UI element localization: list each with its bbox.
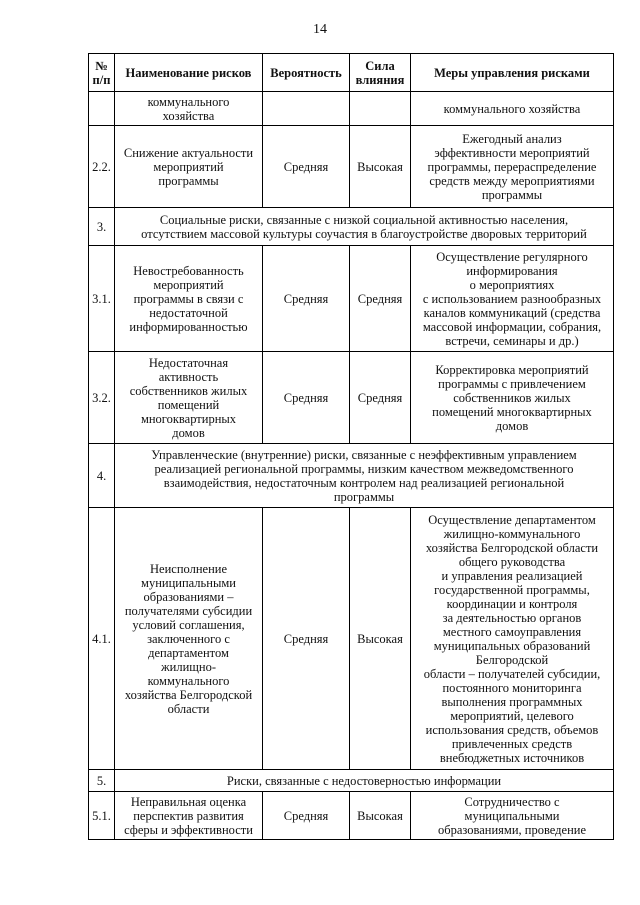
impact: Средняя [350, 352, 411, 444]
risk-management-table [88, 53, 614, 840]
measures: Ежегодный анализ эффективности мероприятий программы, перераспределение средств между мероприятиями программы [411, 126, 614, 208]
risk-name: коммунального хозяйства [115, 92, 263, 126]
measures: Корректировка мероприятий программы с привлечением собственников жилых помещений многоквартирных домов [411, 352, 614, 444]
row-num: 3. [89, 208, 115, 246]
header-num: № п/п [89, 54, 115, 92]
row-num: 4. [89, 444, 115, 508]
header-measures: Меры управления рисками [411, 54, 614, 92]
table-row [89, 92, 614, 126]
table-row [89, 508, 614, 770]
row-num: 2.2. [89, 126, 115, 208]
probability: Средняя [263, 508, 350, 770]
section-title: Социальные риски, связанные с низкой социальной активностью населения, отсутствием массовой культуры соучастия в благоустройстве дворовых территорий [115, 208, 614, 246]
probability [263, 92, 350, 126]
section-title: Риски, связанные с недостоверностью информации [115, 770, 614, 792]
section-title: Управленческие (внутренние) риски, связанные с неэффективным управлением реализацией региональной программы, низким качеством межведомственного взаимодействия, недостаточным контролем над реализацией региональной программы [115, 444, 614, 508]
risk-name: Недостаточная активность собственников жилых помещений многоквартирных домов [115, 352, 263, 444]
row-num: 4.1. [89, 508, 115, 770]
row-num: 3.1. [89, 246, 115, 352]
page-number: 14 [313, 22, 327, 37]
impact: Высокая [350, 508, 411, 770]
measures: Сотрудничество с муниципальными образованиями, проведение [411, 792, 614, 840]
header-impact: Сила влияния [350, 54, 411, 92]
impact [350, 92, 411, 126]
table-row [89, 792, 614, 840]
risk-name: Неправильная оценка перспектив развития сферы и эффективности [115, 792, 263, 840]
measures: коммунального хозяйства [411, 92, 614, 126]
measures: Осуществление департаментом жилищно-коммунального хозяйства Белгородской области общего руководства и управления реализацией государственной программы, координации и контроля за деятельностью органов местного самоуправления муниципальных образований Белгородской области – получателей субсидии, постоянного мониторинга выполнения программных мероприятий, целевого использования средств, объемов привлеченных средств внебюджетных источников [411, 508, 614, 770]
impact: Высокая [350, 792, 411, 840]
row-num: 5.1. [89, 792, 115, 840]
row-num [89, 92, 115, 126]
probability: Средняя [263, 246, 350, 352]
row-num: 5. [89, 770, 115, 792]
section-row [89, 444, 614, 508]
table-header-row [89, 54, 614, 92]
impact: Высокая [350, 126, 411, 208]
probability: Средняя [263, 126, 350, 208]
table-row [89, 352, 614, 444]
risk-name: Невостребованность мероприятий программы в связи с недостаточной информированностью [115, 246, 263, 352]
header-risk-name: Наименование рисков [115, 54, 263, 92]
row-num: 3.2. [89, 352, 115, 444]
probability: Средняя [263, 352, 350, 444]
risk-name: Снижение актуальности мероприятий программы [115, 126, 263, 208]
measures: Осуществление регулярного информирования о мероприятиях с использованием разнообразных каналов коммуникаций (средства массовой информации, собрания, встречи, семинары и др.) [411, 246, 614, 352]
probability: Средняя [263, 792, 350, 840]
header-probability: Вероятность [263, 54, 350, 92]
section-row [89, 770, 614, 792]
table-row [89, 126, 614, 208]
risk-name: Неисполнение муниципальными образованиями – получателями субсидии условий соглашения, заключенного с департаментом жилищно- коммунального хозяйства Белгородской области [115, 508, 263, 770]
impact: Средняя [350, 246, 411, 352]
table-row [89, 246, 614, 352]
section-row [89, 208, 614, 246]
